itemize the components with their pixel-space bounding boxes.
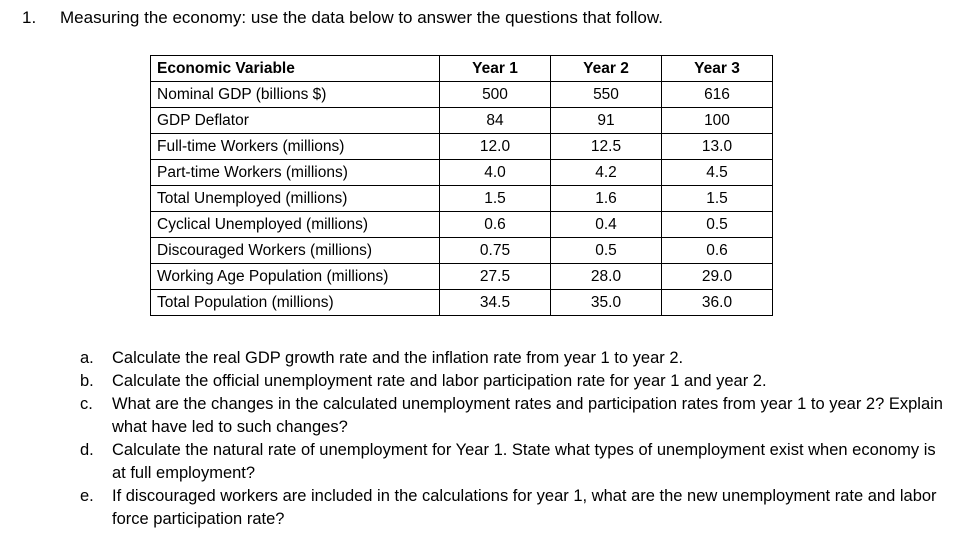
subquestion-e (80, 485, 950, 531)
subquestion-text: Calculate the natural rate of unemployment for Year 1. State what types of unemployment exist when economy is at full employment? (112, 441, 936, 482)
row-label: Total Unemployed (millions) (151, 186, 440, 212)
row-label: Working Age Population (millions) (151, 264, 440, 290)
row-label: Part-time Workers (millions) (151, 160, 440, 186)
question-heading (22, 7, 663, 29)
cell-year-2: 12.5 (551, 134, 662, 160)
subquestion-text: Calculate the real GDP growth rate and the inflation rate from year 1 to year 2. (112, 349, 684, 367)
cell-year-1: 84 (440, 108, 551, 134)
header-year-3: Year 3 (662, 56, 773, 82)
subquestion-marker: a. (80, 349, 94, 367)
subquestion-b (80, 370, 950, 393)
cell-year-3: 13.0 (662, 134, 773, 160)
cell-year-3: 100 (662, 108, 773, 134)
cell-year-2: 1.6 (551, 186, 662, 212)
question-title: Measuring the economy: use the data below to answer the questions that follow. (60, 8, 663, 27)
header-year-2: Year 2 (551, 56, 662, 82)
row-label: Nominal GDP (billions $) (151, 82, 440, 108)
cell-year-1: 1.5 (440, 186, 551, 212)
subquestion-marker: d. (80, 441, 94, 459)
cell-year-2: 0.4 (551, 212, 662, 238)
subquestion-marker: b. (80, 372, 94, 390)
subquestion-marker: c. (80, 395, 93, 413)
table-row (151, 108, 773, 134)
cell-year-1: 500 (440, 82, 551, 108)
table-row (151, 212, 773, 238)
cell-year-2: 0.5 (551, 238, 662, 264)
row-label: Cyclical Unemployed (millions) (151, 212, 440, 238)
cell-year-1: 27.5 (440, 264, 551, 290)
row-label: GDP Deflator (151, 108, 440, 134)
cell-year-2: 550 (551, 82, 662, 108)
cell-year-1: 34.5 (440, 290, 551, 316)
subquestion-list (80, 347, 950, 531)
cell-year-1: 12.0 (440, 134, 551, 160)
cell-year-1: 0.6 (440, 212, 551, 238)
subquestion-text: Calculate the official unemployment rate and labor participation rate for year 1 and year 2. (112, 372, 767, 390)
cell-year-3: 0.6 (662, 238, 773, 264)
table-row (151, 238, 773, 264)
subquestion-marker: e. (80, 487, 94, 505)
cell-year-3: 616 (662, 82, 773, 108)
cell-year-1: 0.75 (440, 238, 551, 264)
table-row (151, 290, 773, 316)
question-number: 1. (22, 8, 37, 27)
economic-data-table (150, 55, 773, 316)
table-row (151, 134, 773, 160)
table-row (151, 82, 773, 108)
subquestion-text: What are the changes in the calculated unemployment rates and participation rates from year 1 to year 2? Explain what have led to such changes? (112, 395, 943, 436)
table-row (151, 160, 773, 186)
header-year-1: Year 1 (440, 56, 551, 82)
cell-year-3: 4.5 (662, 160, 773, 186)
cell-year-3: 1.5 (662, 186, 773, 212)
table-row (151, 186, 773, 212)
row-label: Full-time Workers (millions) (151, 134, 440, 160)
row-label: Total Population (millions) (151, 290, 440, 316)
header-economic-variable: Economic Variable (151, 56, 440, 82)
cell-year-2: 91 (551, 108, 662, 134)
cell-year-1: 4.0 (440, 160, 551, 186)
cell-year-3: 0.5 (662, 212, 773, 238)
cell-year-3: 29.0 (662, 264, 773, 290)
subquestion-a (80, 347, 950, 370)
cell-year-2: 35.0 (551, 290, 662, 316)
subquestion-text: If discouraged workers are included in the calculations for year 1, what are the new unemployment rate and labor force participation rate? (112, 487, 937, 528)
subquestion-d (80, 439, 950, 485)
table-header-row (151, 56, 773, 82)
cell-year-3: 36.0 (662, 290, 773, 316)
table-row (151, 264, 773, 290)
row-label: Discouraged Workers (millions) (151, 238, 440, 264)
cell-year-2: 4.2 (551, 160, 662, 186)
subquestion-c (80, 393, 950, 439)
cell-year-2: 28.0 (551, 264, 662, 290)
